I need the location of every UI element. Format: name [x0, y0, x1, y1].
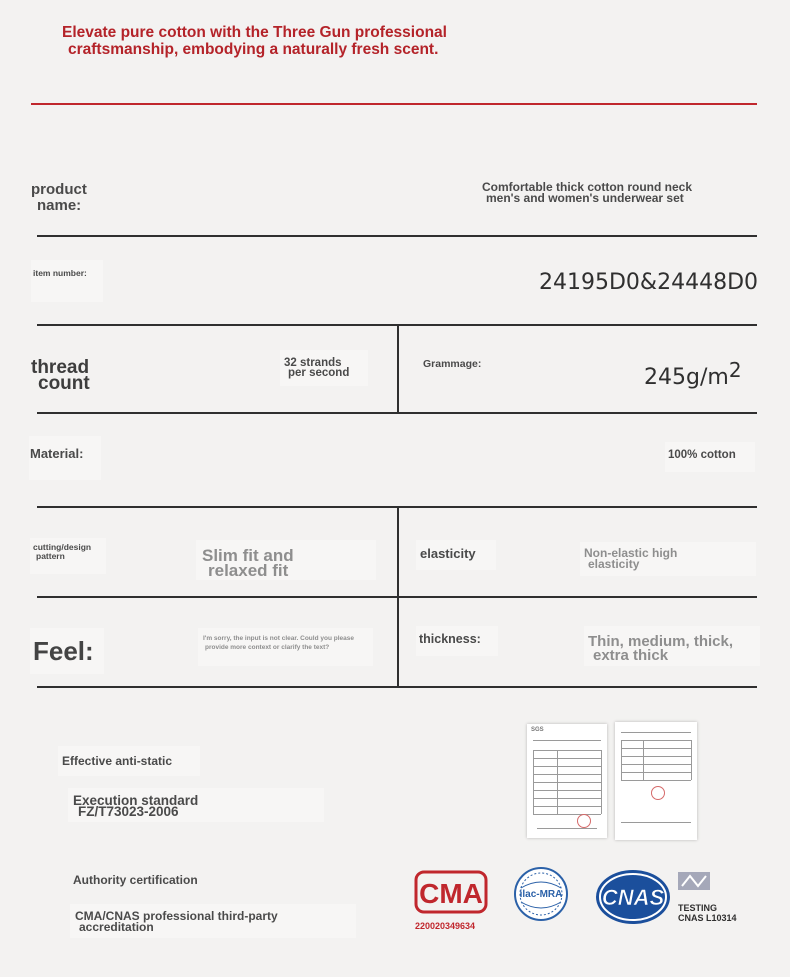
- elasticity-label: elasticity: [420, 546, 476, 561]
- item-number-label: item number:: [33, 268, 87, 278]
- thread-count-label: thread count: [31, 357, 90, 394]
- column-divider: [397, 324, 399, 413]
- ilac-mra-logo: [513, 866, 569, 922]
- row-divider: [37, 596, 757, 598]
- svg-text:CMA: CMA: [419, 878, 483, 909]
- stamp-icon: [651, 786, 665, 800]
- elasticity-value: Non-elastic high elasticity: [584, 546, 678, 571]
- testing-label: TESTING CNAS L10314: [678, 903, 737, 923]
- thread-count-value: 32 strands per second: [284, 357, 350, 379]
- header-divider: [31, 103, 757, 105]
- row-divider: [37, 412, 757, 414]
- cutting-label: cutting/design pattern: [33, 542, 92, 561]
- grammage-label: Grammage:: [423, 358, 482, 370]
- cma-emblem-icon: [414, 870, 488, 914]
- row-divider: [37, 235, 757, 237]
- stamp-icon: [577, 814, 591, 828]
- ilac-globe-icon: [513, 866, 569, 922]
- header-tagline: [62, 24, 562, 58]
- grammage-value: $245g/m^2$: [644, 358, 742, 390]
- cma-number: 220020349634: [415, 921, 476, 931]
- row-divider: [37, 686, 757, 688]
- material-label: Material:: [30, 446, 84, 461]
- anti-static-label: Effective anti-static: [62, 754, 173, 768]
- product-name-label: product name:: [31, 181, 87, 214]
- testing-accreditation-logo: [678, 872, 748, 924]
- test-report-document: [615, 722, 697, 840]
- feel-value: I'm sorry, the input is not clear. Could you please provide more context or clarify the text?: [203, 635, 354, 651]
- cnas-emblem-icon: [594, 868, 672, 926]
- cma-logo: [414, 870, 488, 930]
- cnas-logo: [594, 868, 672, 926]
- feel-label: Feel:: [33, 636, 94, 666]
- thickness-label: thickness:: [419, 632, 481, 646]
- svg-text:CNAS: CNAS: [601, 885, 665, 910]
- item-number-value: 24195D0&24448D0: [539, 270, 759, 295]
- thickness-value: Thin, medium, thick, extra thick: [588, 633, 734, 664]
- test-report-document: SGS: [527, 724, 607, 838]
- execution-standard: Execution standard FZ/T73023-2006: [73, 793, 199, 819]
- cutting-value: Slim fit and relaxed fit: [202, 546, 294, 580]
- header-line-2: craftsmanship, embodying a naturally fresh scent.: [68, 41, 439, 58]
- header-line-1: Elevate pure cotton with the Three Gun professional: [62, 24, 447, 41]
- cma-cnas-label: CMA/CNAS professional third-party accreditation: [75, 909, 278, 934]
- authority-certification-label: Authority certification: [73, 873, 198, 887]
- label-bg: [31, 260, 103, 302]
- ilac-mark-icon: [678, 872, 710, 890]
- svg-text:ilac-MRA: ilac-MRA: [519, 889, 563, 900]
- product-name-value: Comfortable thick cotton round neck men's and women's underwear set: [482, 180, 693, 205]
- material-value: 100% cotton: [668, 449, 736, 461]
